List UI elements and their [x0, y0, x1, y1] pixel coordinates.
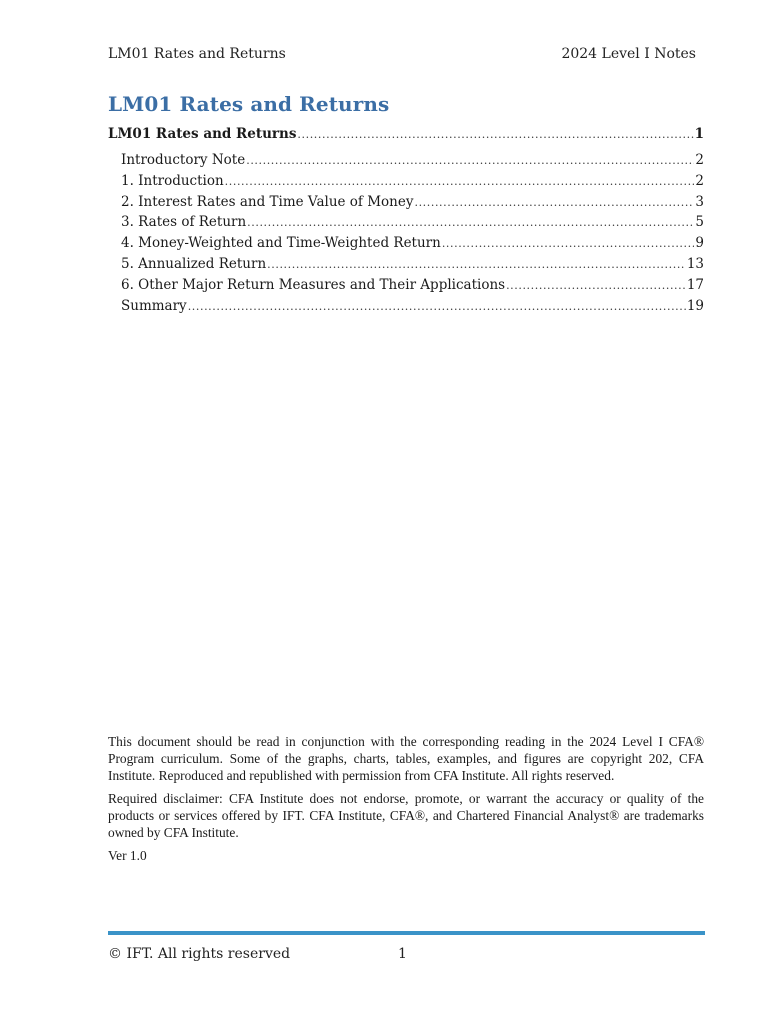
- toc-dot-leader: [414, 196, 694, 209]
- toc-entry-page: 19: [686, 297, 704, 314]
- copyright-notice: [108, 733, 704, 870]
- toc-dot-leader: [297, 128, 693, 141]
- toc-entry[interactable]: [108, 235, 704, 256]
- toc-dot-leader: [225, 175, 695, 188]
- toc-entry[interactable]: [108, 152, 704, 173]
- toc-entry-label: 5. Annualized Return: [121, 255, 267, 272]
- toc-entry[interactable]: [108, 277, 704, 298]
- disclaimer-paragraph: Required disclaimer: CFA Institute does not endorse, promote, or warrant the accuracy or quality of the products or services offered by IFT. CFA Institute, CFA®, and Chartered Financial Analyst® are trademarks owned by CFA Institute.: [108, 791, 704, 840]
- toc-entry-page: 17: [686, 276, 704, 293]
- toc-entry-label: 4. Money-Weighted and Time-Weighted Return: [121, 235, 441, 252]
- toc-entry[interactable]: [108, 126, 704, 152]
- toc-entry-label: Summary: [121, 297, 187, 314]
- table-of-contents: [108, 126, 704, 318]
- toc-entry-page: 13: [686, 255, 704, 272]
- toc-entry[interactable]: [108, 214, 704, 235]
- toc-entry-page: 3: [695, 193, 704, 210]
- toc-entry[interactable]: [108, 256, 704, 277]
- toc-dot-leader: [442, 237, 695, 250]
- toc-entry-label: 6. Other Major Return Measures and Their Applications: [121, 276, 506, 293]
- toc-entry-label: Introductory Note: [121, 152, 246, 168]
- document-title: LM01 Rates and Returns: [108, 92, 390, 116]
- header-right-title: 2024 Level I Notes: [561, 46, 696, 62]
- toc-entry-label: 3. Rates of Return: [121, 214, 247, 231]
- toc-entry-label: 1. Introduction: [121, 172, 224, 189]
- version-label: Ver 1.0: [108, 848, 147, 863]
- toc-dot-leader: [246, 154, 694, 167]
- toc-entry-label: LM01 Rates and Returns: [108, 126, 297, 142]
- toc-entry-page: 2: [695, 172, 704, 189]
- toc-dot-leader: [267, 258, 686, 271]
- toc-entry-page: 1: [694, 126, 704, 142]
- toc-dot-leader: [247, 216, 694, 229]
- header-left-title: LM01 Rates and Returns: [108, 46, 286, 62]
- toc-entry-page: 2: [695, 152, 704, 168]
- toc-entry-label: 2. Interest Rates and Time Value of Money: [121, 193, 414, 210]
- footer-divider: [108, 931, 705, 935]
- toc-dot-leader: [506, 279, 686, 292]
- footer-page-number: 1: [398, 946, 407, 962]
- toc-entry[interactable]: [108, 298, 704, 319]
- usage-notice-paragraph: This document should be read in conjunction with the corresponding reading in the 2024 Level I CFA® Program curriculum. Some of the graphs, charts, tables, examples, and figures are copyright 202, CFA Institute. Reproduced and republished with permission from CFA Institute. All rights reserved.: [108, 734, 704, 783]
- toc-dot-leader: [188, 300, 686, 313]
- toc-entry-page: 5: [695, 214, 704, 231]
- toc-entry[interactable]: [108, 194, 704, 215]
- page-header: [108, 46, 696, 62]
- footer-copyright: © IFT. All rights reserved: [108, 946, 291, 962]
- toc-entry[interactable]: [108, 173, 704, 194]
- toc-entry-page: 9: [695, 235, 704, 252]
